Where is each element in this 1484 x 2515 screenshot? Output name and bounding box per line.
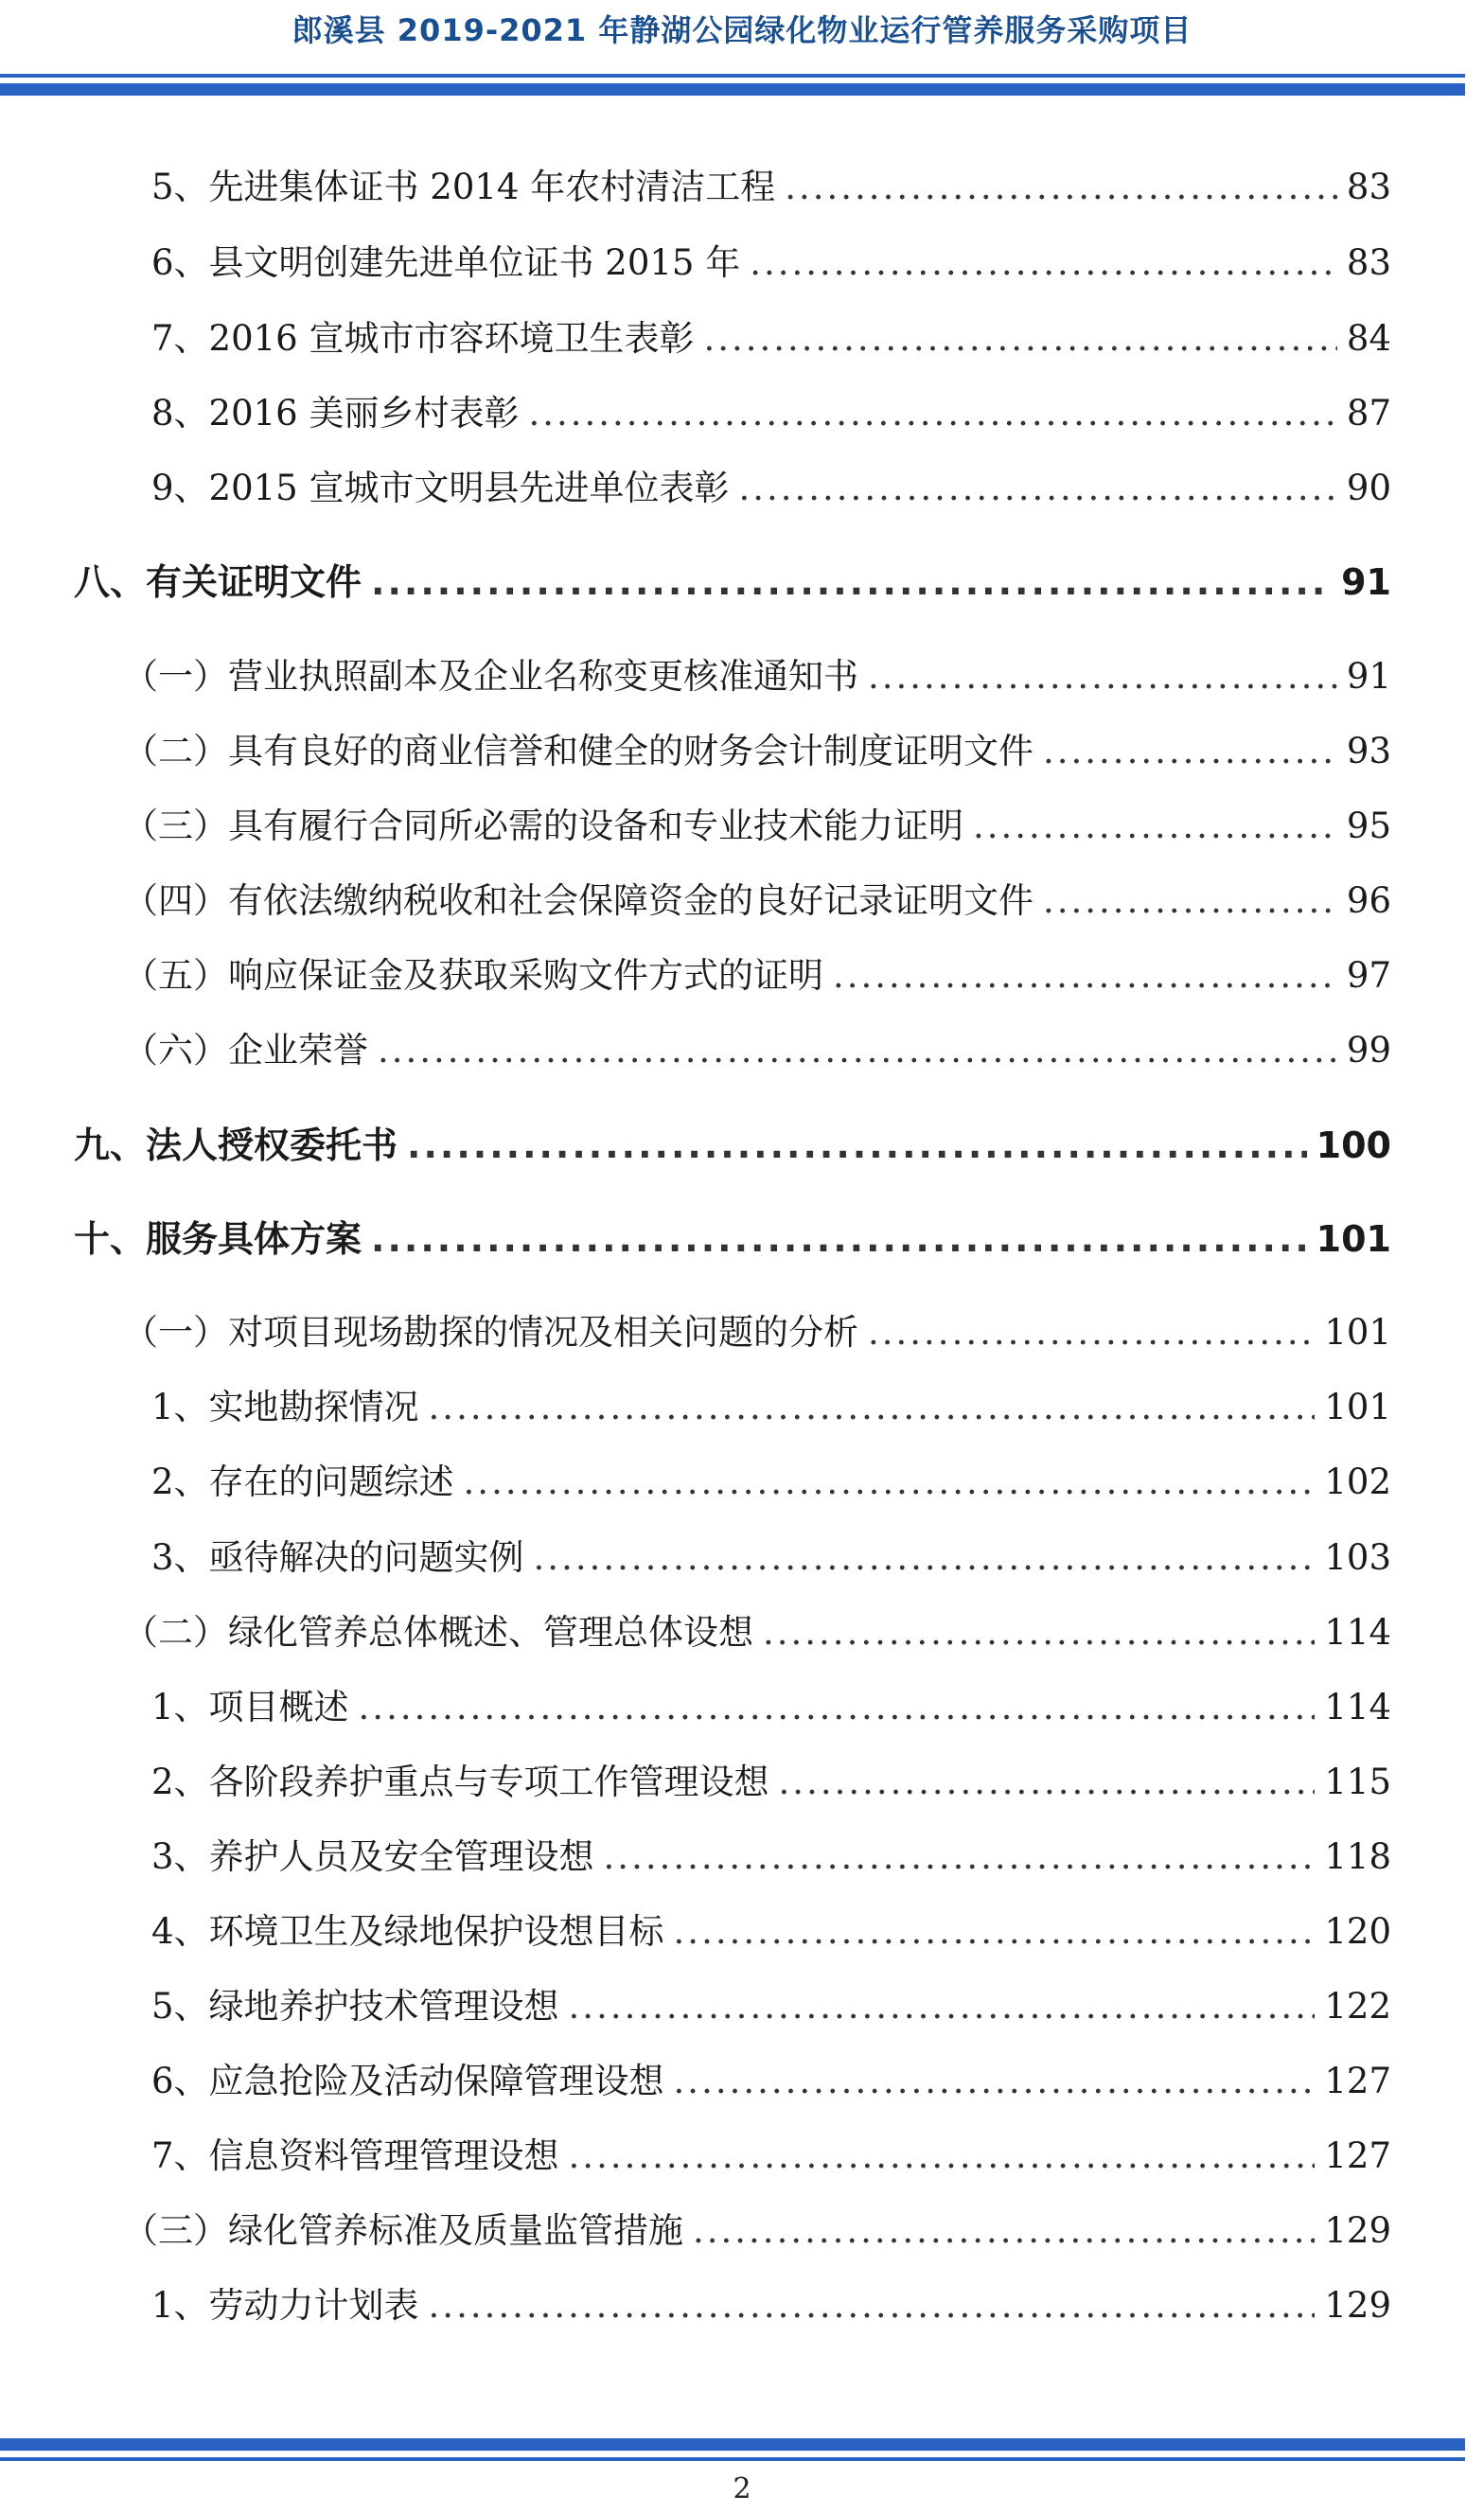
page-number: 2 [733, 2472, 751, 2506]
toc-dot-leader [569, 1978, 1316, 2035]
toc-page-number: 87 [1346, 393, 1391, 434]
toc-dot-leader [407, 1117, 1307, 1174]
toc-dot-leader [528, 385, 1336, 442]
toc-page-number: 101 [1324, 1312, 1391, 1353]
toc-entry-title: （六）企业荣誉 [123, 1030, 368, 1071]
toc-dot-leader [1043, 873, 1337, 930]
toc-chapter[interactable] [74, 1211, 1391, 1267]
toc-item[interactable] [151, 1754, 1391, 1811]
toc-entry-title: 九、法人授权委托书 [74, 1125, 398, 1166]
toc-item[interactable] [151, 1904, 1391, 1960]
toc-entry-title: （一）对项目现场勘探的情况及相关问题的分析 [123, 1312, 858, 1353]
toc-entry-title: （二）具有良好的商业信誉和健全的财务会计制度证明文件 [123, 731, 1034, 771]
toc-section[interactable] [123, 648, 1391, 705]
toc-page-number: 95 [1346, 806, 1391, 846]
toc-entry-title: 6、应急抢险及活动保障管理设想 [151, 2061, 664, 2101]
footer-rule-thin [0, 2457, 1465, 2461]
toc-page-number: 120 [1324, 1911, 1391, 1952]
toc-page-number: 90 [1346, 468, 1391, 508]
toc-dot-leader [429, 1379, 1316, 1436]
toc-page-number: 100 [1316, 1125, 1391, 1166]
toc-dot-leader [868, 648, 1337, 705]
toc-dot-leader [973, 798, 1337, 855]
toc-page-number: 129 [1324, 2285, 1391, 2326]
toc-dot-leader [371, 554, 1332, 611]
toc-page-number: 97 [1346, 955, 1391, 996]
toc-entry-title: 9、2015 宣城市文明县先进单位表彰 [151, 468, 730, 508]
toc-dot-leader [359, 1679, 1316, 1736]
toc-section[interactable] [123, 2203, 1391, 2259]
toc-entry-title: （五）响应保证金及获取采购文件方式的证明 [123, 955, 823, 996]
toc-item[interactable] [151, 1379, 1391, 1436]
toc-dot-leader [674, 1904, 1316, 1960]
toc-chapter[interactable] [74, 1117, 1391, 1174]
toc-entry-title: 1、劳动力计划表 [151, 2285, 419, 2326]
toc-page-number: 99 [1346, 1030, 1391, 1071]
toc-item[interactable] [151, 2053, 1391, 2110]
toc-dot-leader [868, 1304, 1315, 1361]
toc-dot-leader [779, 1754, 1316, 1811]
toc-item[interactable] [151, 385, 1391, 442]
toc-page-number: 103 [1324, 1537, 1391, 1578]
toc-page-number: 101 [1324, 1387, 1391, 1427]
toc-entry-title: 八、有关证明文件 [74, 561, 362, 603]
toc-entry-title: （三）绿化管养标准及质量监管措施 [123, 2210, 683, 2251]
toc-section[interactable] [123, 723, 1391, 780]
toc-dot-leader [534, 1530, 1316, 1586]
toc-item[interactable] [151, 235, 1391, 292]
toc-entry-title: 8、2016 美丽乡村表彰 [151, 393, 520, 434]
toc-item[interactable] [151, 2128, 1391, 2185]
toc-page-number: 91 [1341, 561, 1391, 603]
toc-page-number: 84 [1346, 318, 1391, 359]
toc-item[interactable] [151, 2277, 1391, 2334]
toc-entry-title: 1、项目概述 [151, 1687, 349, 1727]
toc-entry-title: （二）绿化管养总体概述、管理总体设想 [123, 1612, 753, 1653]
toc-dot-leader [674, 2053, 1316, 2110]
toc-page-number: 114 [1324, 1687, 1391, 1727]
toc-chapter[interactable] [74, 554, 1391, 611]
toc-dot-leader [1043, 723, 1337, 780]
toc-item[interactable] [151, 1679, 1391, 1736]
toc-item[interactable] [151, 1829, 1391, 1886]
toc-item[interactable] [151, 1454, 1391, 1511]
toc-item[interactable] [151, 310, 1391, 367]
toc-dot-leader [371, 1211, 1307, 1267]
toc-page-number: 96 [1346, 880, 1391, 921]
toc-page-number: 93 [1346, 731, 1391, 771]
footer-rule-thick [0, 2438, 1465, 2451]
toc-section[interactable] [123, 1304, 1391, 1361]
toc-entry-title: 5、先进集体证书 2014 年农村清洁工程 [151, 167, 776, 207]
toc-entry-title: 2、各阶段养护重点与专项工作管理设想 [151, 1762, 769, 1802]
toc-dot-leader [378, 1022, 1337, 1079]
toc-page-number: 127 [1324, 2061, 1391, 2101]
toc-entry-title: 3、养护人员及安全管理设想 [151, 1836, 594, 1877]
toc-dot-leader [738, 460, 1336, 517]
toc-entry-title: （三）具有履行合同所必需的设备和专业技术能力证明 [123, 806, 963, 846]
toc-page-number: 91 [1346, 656, 1391, 697]
toc-entry-title: 3、亟待解决的问题实例 [151, 1537, 524, 1578]
toc-dot-leader [464, 1454, 1316, 1511]
toc-page-number: 102 [1324, 1461, 1391, 1502]
toc-dot-leader [785, 159, 1337, 216]
toc-page-number: 83 [1346, 242, 1391, 283]
toc-item[interactable] [151, 460, 1391, 517]
toc-dot-leader [703, 310, 1336, 367]
toc-dot-leader [693, 2203, 1315, 2259]
toc-dot-leader [429, 2277, 1316, 2334]
toc-page-number: 101 [1316, 1218, 1391, 1260]
toc-entry-title: 5、绿地养护技术管理设想 [151, 1986, 559, 2027]
toc-item[interactable] [151, 159, 1391, 216]
toc-entry-title: 7、2016 宣城市市容环境卫生表彰 [151, 318, 695, 359]
toc-page-number: 115 [1324, 1762, 1391, 1802]
toc-entry-title: 2、存在的问题综述 [151, 1461, 454, 1502]
toc-page-number: 127 [1324, 2135, 1391, 2176]
toc-entry-title: （一）营业执照副本及企业名称变更核准通知书 [123, 656, 858, 697]
toc-section[interactable] [123, 1604, 1391, 1661]
toc-entry-title: （四）有依法缴纳税收和社会保障资金的良好记录证明文件 [123, 880, 1034, 921]
toc-page-number: 83 [1346, 167, 1391, 207]
toc-item[interactable] [151, 1978, 1391, 2035]
toc-entry-title: 十、服务具体方案 [74, 1218, 362, 1260]
toc-section[interactable] [123, 798, 1391, 855]
toc-dot-leader [569, 2128, 1316, 2185]
toc-entry-title: 4、环境卫生及绿地保护设想目标 [151, 1911, 664, 1952]
toc-page-number: 122 [1324, 1986, 1391, 2027]
toc-dot-leader [604, 1829, 1316, 1886]
toc-section[interactable] [123, 948, 1391, 1004]
toc-item[interactable] [151, 1530, 1391, 1586]
toc-entry-title: 7、信息资料管理管理设想 [151, 2135, 559, 2176]
toc-page-number: 118 [1324, 1836, 1391, 1877]
page-header-title: 郎溪县 2019-2021 年静湖公园绿化物业运行管养服务采购项目 [292, 12, 1192, 48]
toc-section[interactable] [123, 873, 1391, 930]
toc-dot-leader [763, 1604, 1315, 1661]
toc-entry-title: 1、实地勘探情况 [151, 1387, 419, 1427]
toc-entry-title: 6、县文明创建先进单位证书 2015 年 [151, 242, 741, 283]
toc-page-number: 114 [1324, 1612, 1391, 1653]
toc-dot-leader [750, 235, 1337, 292]
toc-page-number: 129 [1324, 2210, 1391, 2251]
toc-section[interactable] [123, 1022, 1391, 1079]
toc-dot-leader [833, 948, 1337, 1004]
